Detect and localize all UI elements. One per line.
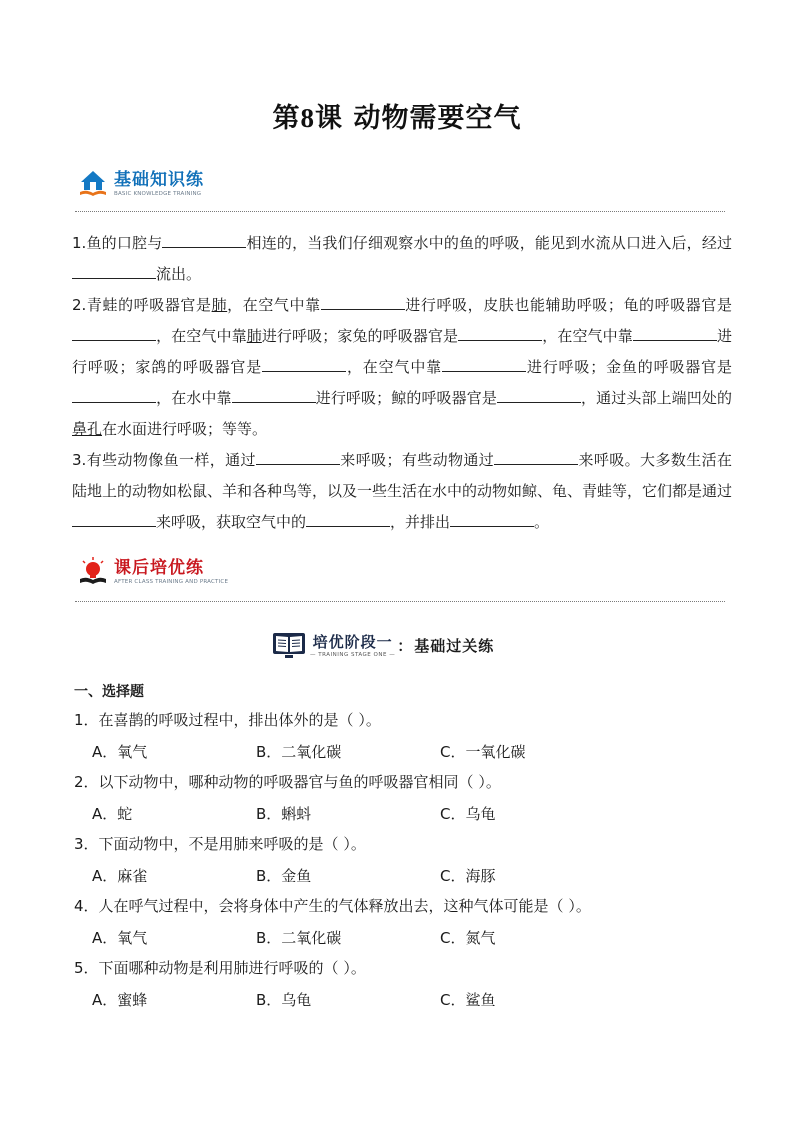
option-b[interactable]: B．乌龟 bbox=[256, 991, 312, 1009]
option-a[interactable]: A．蛇 bbox=[92, 805, 133, 823]
open-book-icon bbox=[272, 631, 306, 659]
text: 。 bbox=[534, 513, 550, 531]
option-b[interactable]: B．蝌蚪 bbox=[256, 805, 312, 823]
option-c[interactable]: C．鲨鱼 bbox=[440, 991, 496, 1009]
text: ，并排出 bbox=[390, 513, 451, 531]
question-stem: 5．下面哪种动物是利用肺进行呼吸的（ ）。 bbox=[74, 959, 366, 977]
text: 进行呼吸；家鸽的呼吸器官是 bbox=[72, 327, 732, 376]
option-a[interactable]: A．氧气 bbox=[92, 743, 148, 761]
text: 进行呼吸；家兔的呼吸器官是 bbox=[261, 327, 459, 345]
option-a[interactable]: A．麻雀 bbox=[92, 867, 148, 885]
option-c[interactable]: C．氮气 bbox=[440, 929, 496, 947]
answer-blank[interactable] bbox=[72, 387, 156, 403]
page-title bbox=[0, 96, 794, 135]
question-stem: 2．以下动物中，哪种动物的呼吸器官与鱼的呼吸器官相同（ ）。 bbox=[74, 773, 501, 791]
stage-colon: ： bbox=[397, 636, 413, 655]
answer-blank[interactable] bbox=[458, 325, 542, 341]
divider bbox=[75, 601, 725, 602]
option-c[interactable]: C．海豚 bbox=[440, 867, 496, 885]
fill-question-3 bbox=[72, 445, 732, 538]
underlined-text: 肺 bbox=[246, 327, 262, 345]
text: 流出。 bbox=[156, 265, 202, 283]
text: 来呼吸，获取空气中的 bbox=[156, 513, 307, 531]
text: ，在空气中靠 bbox=[227, 296, 321, 314]
section-subtitle: BASIC KNOWLEDGE TRAINING bbox=[114, 190, 202, 197]
underlined-text: 鼻孔 bbox=[72, 420, 103, 438]
stage-name: 基础过关练 bbox=[414, 636, 495, 655]
answer-blank[interactable] bbox=[450, 511, 534, 527]
title-prefix: 第 bbox=[272, 103, 301, 134]
stage-title: 培优阶段一 bbox=[312, 632, 393, 651]
text: 来呼吸；有些动物通过 bbox=[339, 451, 495, 469]
text: 1.鱼的口腔与 bbox=[72, 234, 163, 252]
answer-blank[interactable] bbox=[442, 356, 526, 372]
answer-blank[interactable] bbox=[494, 449, 578, 465]
title-number: 8 bbox=[300, 103, 316, 133]
section-after-class bbox=[78, 556, 228, 586]
section-title: 课后培优练 bbox=[114, 557, 204, 578]
text: ，通过头部上端凹处的 bbox=[580, 389, 732, 407]
text: 进行呼吸，皮肤也能辅助呼吸；龟的呼吸器官是 bbox=[404, 296, 732, 314]
question-stem: 1．在喜鹊的呼吸过程中，排出体外的是（ ）。 bbox=[74, 711, 381, 729]
lightbulb-book-icon bbox=[78, 556, 108, 586]
fill-question-2 bbox=[72, 290, 732, 445]
option-b[interactable]: B．二氧化碳 bbox=[256, 929, 342, 947]
underlined-text: 肺 bbox=[211, 296, 228, 314]
text: ，在空气中靠 bbox=[156, 327, 247, 345]
answer-blank[interactable] bbox=[262, 356, 346, 372]
title-text: 课 动物需要空气 bbox=[315, 103, 522, 134]
text: 进行呼吸；金鱼的呼吸器官是 bbox=[526, 358, 732, 376]
text: ，在空气中靠 bbox=[346, 358, 443, 376]
option-b[interactable]: B．金鱼 bbox=[256, 867, 312, 885]
stage-heading bbox=[272, 631, 494, 659]
fill-question-1 bbox=[72, 228, 732, 290]
text: ，在空气中靠 bbox=[542, 327, 633, 345]
answer-blank[interactable] bbox=[232, 387, 316, 403]
text: ，在水中靠 bbox=[156, 389, 232, 407]
house-book-icon bbox=[78, 168, 108, 198]
text: 2.青蛙的呼吸器官是 bbox=[72, 296, 212, 314]
section-title: 基础知识练 bbox=[114, 169, 204, 190]
section-basic-knowledge bbox=[78, 168, 204, 198]
answer-blank[interactable] bbox=[497, 387, 581, 403]
answer-blank[interactable] bbox=[306, 511, 390, 527]
answer-blank[interactable] bbox=[162, 232, 246, 248]
question-stem: 3．下面动物中，不是用肺来呼吸的是（ ）。 bbox=[74, 835, 366, 853]
option-a[interactable]: A．氧气 bbox=[92, 929, 148, 947]
choice-section-heading: 一、选择题 bbox=[74, 684, 144, 700]
section-subtitle: AFTER CLASS TRAINING AND PRACTICE bbox=[114, 578, 229, 585]
question-stem: 4．人在呼气过程中，会将身体中产生的气体释放出去，这种气体可能是（ ）。 bbox=[74, 897, 591, 915]
text: 来呼吸。大多数生活在陆地上的动物如松鼠、羊和各种鸟等，以及一些生活在水中的动物如鲸、龟、青蛙等，它们都是通过 bbox=[72, 451, 733, 500]
option-c[interactable]: C．乌龟 bbox=[440, 805, 496, 823]
stage-subtitle: — TRAINING STAGE ONE — bbox=[310, 651, 396, 658]
answer-blank[interactable] bbox=[72, 511, 156, 527]
option-a[interactable]: A．蜜蜂 bbox=[92, 991, 148, 1009]
text: 进行呼吸；鲸的呼吸器官是 bbox=[315, 389, 497, 407]
answer-blank[interactable] bbox=[321, 294, 405, 310]
answer-blank[interactable] bbox=[72, 263, 156, 279]
text: 在水面进行呼吸；等等。 bbox=[102, 420, 268, 438]
answer-blank[interactable] bbox=[256, 449, 340, 465]
option-b[interactable]: B．二氧化碳 bbox=[256, 743, 342, 761]
answer-blank[interactable] bbox=[72, 325, 156, 341]
text: 相连的，当我们仔细观察水中的鱼的呼吸，能见到水流从口进入后，经过 bbox=[246, 234, 732, 252]
option-c[interactable]: C．一氧化碳 bbox=[440, 743, 526, 761]
text: 3.有些动物像鱼一样，通过 bbox=[72, 451, 256, 469]
divider bbox=[75, 211, 725, 212]
answer-blank[interactable] bbox=[633, 325, 717, 341]
